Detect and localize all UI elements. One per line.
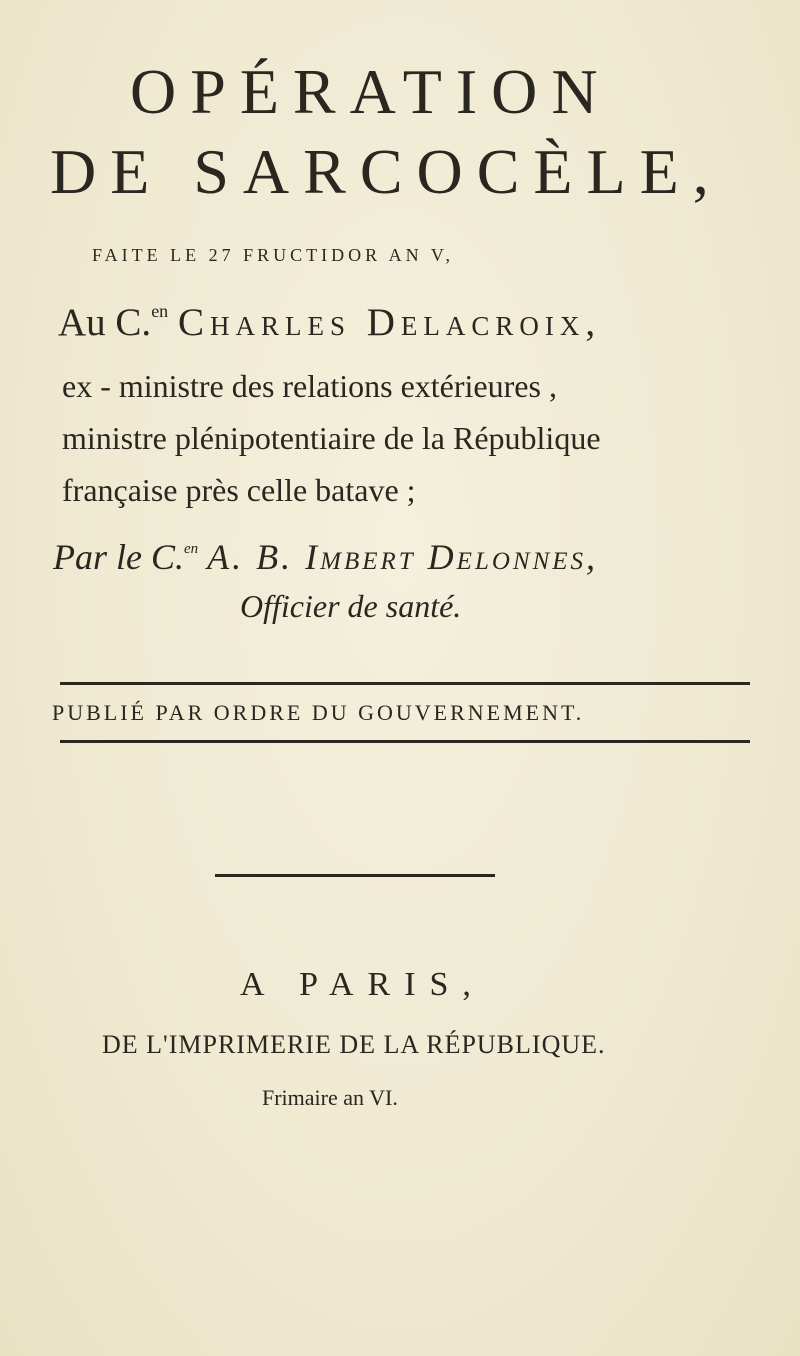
- dedication-line-3: française près celle batave ;: [62, 472, 416, 508]
- ornament-rule: [215, 874, 495, 877]
- author-name: A. B. Imbert Delonnes,: [207, 537, 599, 577]
- author-prefix-sup: en: [184, 541, 199, 557]
- dedicatee-name: Charles Delacroix,: [177, 301, 602, 344]
- imprint-date: Frimaire an VI.: [262, 1085, 398, 1110]
- author-line: [53, 536, 773, 578]
- title-line-2: DE SARCOCÈLE,: [50, 136, 723, 207]
- operation-date: FAITE LE 27 FRUCTIDOR AN V,: [92, 245, 455, 265]
- dedication-line-2: ministre plénipotentiaire de la République: [62, 420, 601, 456]
- imprint-printer: DE L'IMPRIMERIE DE LA RÉPUBLIQUE.: [102, 1030, 606, 1059]
- author-role: Officier de santé.: [240, 588, 462, 624]
- title-line-1: OPÉRATION: [130, 56, 612, 127]
- publication-note: PUBLIÉ PAR ORDRE DU GOUVERNEMENT.: [52, 700, 585, 725]
- imprint-city: A PARIS,: [240, 966, 485, 1003]
- rule-bottom: [60, 740, 750, 743]
- author-prefix: Par le C.: [53, 537, 184, 577]
- rule-top: [60, 682, 750, 685]
- dedication-heading: [58, 300, 778, 345]
- dedication-prefix-sup: en: [151, 301, 169, 321]
- dedication-line-1: ex - ministre des relations extérieures ,: [62, 368, 557, 404]
- dedication-prefix: Au C.: [58, 301, 152, 344]
